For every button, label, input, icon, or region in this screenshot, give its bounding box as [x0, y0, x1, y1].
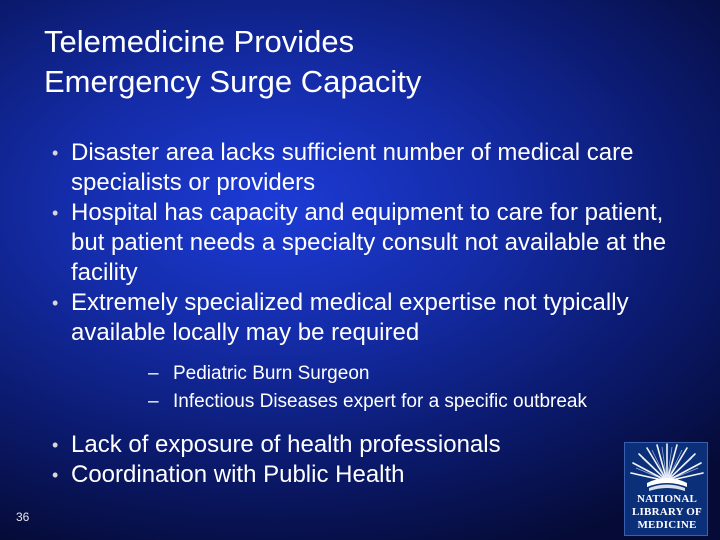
bullet-item: [0, 288, 720, 416]
nlm-logo: [624, 442, 708, 536]
bullet-marker: •: [52, 143, 59, 163]
slide-title-line-2: Emergency Surge Capacity: [44, 64, 422, 99]
sub-bullet-text: Pediatric Burn Surgeon: [173, 363, 370, 384]
sub-bullet-item: [71, 388, 690, 416]
logo-text-line-2: LIBRARY OF: [632, 506, 702, 518]
bullet-marker: •: [52, 293, 59, 313]
bullet-item: [0, 430, 720, 460]
slide-title: [44, 22, 684, 102]
bullet-item: [0, 138, 720, 198]
bullet-item: [0, 198, 720, 288]
bullet-text: Lack of exposure of health professionals: [71, 431, 501, 458]
bullet-marker: •: [52, 465, 59, 485]
bullet-text: Hospital has capacity and equipment to care for patient, but patient needs a specialty consult not available at the facility: [71, 199, 667, 286]
logo-text-line-3: MEDICINE: [637, 519, 697, 531]
bullet-marker: •: [52, 203, 59, 223]
slide-title-line-1: Telemedicine Provides: [44, 24, 355, 59]
logo-text-line-1: NATIONAL: [636, 493, 698, 505]
bullet-text: Extremely specialized medical expertise not typically available locally may be required: [71, 289, 629, 346]
bullet-item: [0, 460, 720, 490]
bullet-list-lower: [0, 430, 720, 490]
page-number: 36: [16, 510, 30, 524]
starburst-icon: [625, 443, 708, 493]
sub-bullet-marker: –: [148, 391, 159, 412]
sub-bullet-marker: –: [148, 363, 159, 384]
bullet-list: [0, 138, 720, 416]
sub-bullet-list: [71, 360, 690, 416]
bullet-marker: •: [52, 435, 59, 455]
sub-bullet-item: [71, 360, 690, 388]
bullet-text: Coordination with Public Health: [71, 461, 405, 488]
bullet-text: Disaster area lacks sufficient number of medical care specialists or providers: [71, 139, 634, 196]
sub-bullet-text: Infectious Diseases expert for a specific outbreak: [173, 391, 587, 412]
